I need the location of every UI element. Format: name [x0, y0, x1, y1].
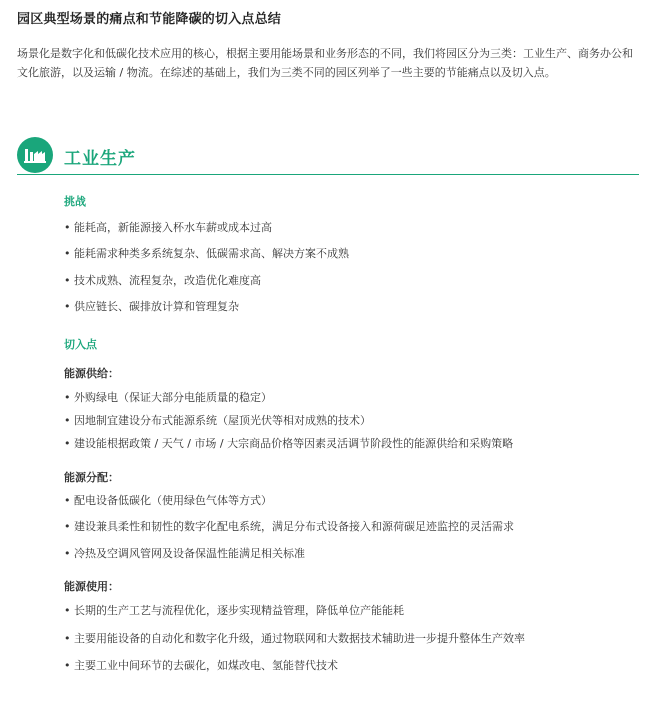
list-item: • 配电设备低碳化（使用绿色气体等方式）: [64, 494, 272, 507]
group-label-distribution: 能源分配：: [64, 471, 119, 484]
section-title: 工业生产: [64, 149, 136, 169]
list-item: • 长期的生产工艺与流程优化，逐步实现精益管理，降低单位产能能耗: [64, 604, 404, 617]
list-item: • 能耗高，新能源接入杯水车薪或成本过高: [64, 221, 272, 234]
list-item: • 建设能根据政策 / 天气 / 市场 / 大宗商品价格等因素灵活调节阶段性的能源供给和采购策略: [64, 437, 514, 450]
list-item: • 外购绿电（保证大部分电能质量的稳定）: [64, 391, 272, 404]
list-item: • 技术成熟、流程复杂，改造优化难度高: [64, 274, 261, 287]
intro-paragraph: 场景化是数字化和低碳化技术应用的核心，根据主要用能场景和业务形态的不同，我们将园区分为三类：工业生产、商务办公和文化旅游，以及运输 / 物流。在综述的基础上，我们为三类不同的园区列举了一些主要的节能痛点以及切入点。: [17, 47, 633, 79]
list-item: • 建设兼具柔性和韧性的数字化配电系统，满足分布式设备接入和源荷碳足迹监控的灵活需求: [64, 520, 514, 533]
list-item: • 主要用能设备的自动化和数字化升级，通过物联网和大数据技术辅助进一步提升整体生产效率: [64, 632, 525, 645]
entry-points-heading: 切入点: [64, 338, 97, 351]
group-label-usage: 能源使用：: [64, 580, 119, 593]
list-item: • 供应链长、碳排放计算和管理复杂: [64, 300, 239, 313]
page-title: 园区典型场景的痛点和节能降碳的切入点总结: [17, 12, 282, 27]
list-item: • 因地制宜建设分布式能源系统（屋顶光伏等相对成熟的技术）: [64, 414, 371, 427]
list-item: • 主要工业中间环节的去碳化，如煤改电、氢能替代技术: [64, 659, 338, 672]
section-header: [17, 137, 639, 175]
factory-icon: [17, 137, 53, 173]
challenges-heading: 挑战: [64, 195, 86, 208]
list-item: • 能耗需求种类多系统复杂、低碳需求高、解决方案不成熟: [64, 247, 349, 260]
list-item: • 冷热及空调风管网及设备保温性能满足相关标准: [64, 547, 305, 560]
group-label-supply: 能源供给：: [64, 367, 119, 380]
